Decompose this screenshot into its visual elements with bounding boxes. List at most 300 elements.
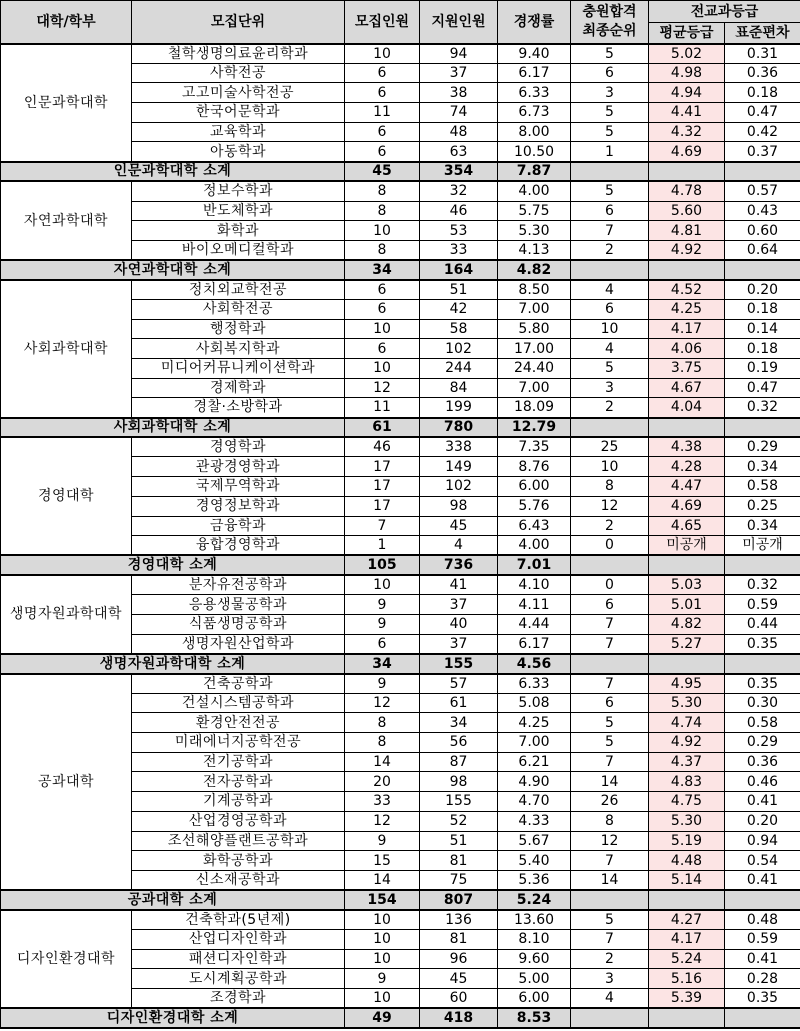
subtotal-ratio: 7.87	[498, 162, 571, 182]
quota-cell: 10	[345, 359, 420, 379]
quota-cell: 10	[345, 929, 420, 949]
grade-avg-cell: 5.16	[649, 969, 725, 989]
table-row	[1, 437, 800, 457]
grade-sd-cell: 0.58	[725, 477, 800, 497]
quota-cell: 12	[345, 811, 420, 831]
subtotal-row	[1, 555, 800, 575]
header-ratio: 경쟁률	[498, 1, 571, 44]
subtotal-empty-cell	[649, 555, 725, 575]
final-rank-cell: 5	[571, 44, 649, 64]
applicants-cell: 34	[420, 713, 498, 733]
subtotal-empty-cell	[571, 654, 649, 674]
ratio-cell: 6.33	[498, 674, 571, 694]
quota-cell: 10	[345, 949, 420, 969]
table-row	[1, 674, 800, 694]
college-name: 경영대학	[1, 437, 132, 555]
grade-avg-cell: 4.81	[649, 221, 725, 241]
subtotal-empty-cell	[571, 890, 649, 910]
subtotal-row	[1, 654, 800, 674]
applicants-cell: 45	[420, 969, 498, 989]
unit-cell: 응용생물공학과	[132, 595, 345, 615]
final-rank-cell: 3	[571, 969, 649, 989]
applicants-cell: 81	[420, 929, 498, 949]
grade-avg-cell: 5.19	[649, 831, 725, 851]
ratio-cell: 7.00	[498, 733, 571, 753]
final-rank-cell: 10	[571, 319, 649, 339]
applicants-cell: 42	[420, 299, 498, 319]
ratio-cell: 17.00	[498, 339, 571, 359]
applicants-cell: 37	[420, 595, 498, 615]
applicants-cell: 98	[420, 496, 498, 516]
final-rank-cell: 14	[571, 870, 649, 890]
ratio-cell: 8.00	[498, 122, 571, 142]
header-grade-group: 전교과등급	[649, 1, 800, 23]
grade-sd-cell: 0.35	[725, 674, 800, 694]
quota-cell: 6	[345, 280, 420, 300]
ratio-cell: 13.60	[498, 910, 571, 930]
subtotal-applicants: 155	[420, 654, 498, 674]
grade-sd-cell: 0.14	[725, 319, 800, 339]
grade-sd-cell: 0.20	[725, 280, 800, 300]
unit-cell: 조경학과	[132, 989, 345, 1009]
unit-cell: 바이오메디컬학과	[132, 240, 345, 260]
ratio-cell: 8.76	[498, 457, 571, 477]
grade-sd-cell: 0.42	[725, 122, 800, 142]
subtotal-ratio: 4.56	[498, 654, 571, 674]
grade-avg-cell: 4.27	[649, 910, 725, 930]
applicants-cell: 338	[420, 437, 498, 457]
quota-cell: 11	[345, 398, 420, 418]
applicants-cell: 84	[420, 378, 498, 398]
header-unit: 모집단위	[132, 1, 345, 44]
final-rank-cell: 6	[571, 63, 649, 83]
quota-cell: 6	[345, 634, 420, 654]
unit-cell: 융합경영학과	[132, 536, 345, 556]
grade-avg-cell: 4.94	[649, 83, 725, 103]
subtotal-ratio: 5.24	[498, 890, 571, 910]
unit-cell: 정보수학과	[132, 181, 345, 201]
applicants-cell: 38	[420, 83, 498, 103]
unit-cell: 국제무역학과	[132, 477, 345, 497]
subtotal-empty-cell	[571, 162, 649, 182]
final-rank-cell: 25	[571, 437, 649, 457]
subtotal-applicants: 418	[420, 1008, 498, 1028]
header-college: 대학/학부	[1, 1, 132, 44]
ratio-cell: 4.13	[498, 240, 571, 260]
applicants-cell: 53	[420, 221, 498, 241]
grade-sd-cell: 0.59	[725, 929, 800, 949]
grade-avg-cell: 4.75	[649, 792, 725, 812]
applicants-cell: 63	[420, 142, 498, 162]
grade-avg-cell: 4.69	[649, 142, 725, 162]
header-row	[1, 1, 800, 23]
grade-sd-cell: 0.57	[725, 181, 800, 201]
final-rank-cell: 3	[571, 378, 649, 398]
subtotal-empty-cell	[725, 555, 800, 575]
final-rank-cell: 7	[571, 752, 649, 772]
grade-sd-cell: 0.34	[725, 457, 800, 477]
subtotal-quota: 34	[345, 260, 420, 280]
grade-sd-cell: 0.46	[725, 772, 800, 792]
grade-avg-cell: 4.98	[649, 63, 725, 83]
quota-cell: 17	[345, 457, 420, 477]
unit-cell: 패션디자인학과	[132, 949, 345, 969]
header-final-rank-line2: 최종순위	[582, 22, 637, 39]
final-rank-cell: 2	[571, 398, 649, 418]
table-row	[1, 910, 800, 930]
grade-avg-cell: 5.27	[649, 634, 725, 654]
ratio-cell: 18.09	[498, 398, 571, 418]
unit-cell: 신소재공학과	[132, 870, 345, 890]
unit-cell: 화학공학과	[132, 851, 345, 871]
header-final-rank	[571, 1, 649, 44]
grade-avg-cell: 4.32	[649, 122, 725, 142]
subtotal-applicants: 736	[420, 555, 498, 575]
header-quota: 모집인원	[345, 1, 420, 44]
final-rank-cell: 5	[571, 910, 649, 930]
unit-cell: 조선해양플랜트공학과	[132, 831, 345, 851]
final-rank-cell: 14	[571, 772, 649, 792]
applicants-cell: 60	[420, 989, 498, 1009]
unit-cell: 경영학과	[132, 437, 345, 457]
grade-sd-cell: 0.19	[725, 359, 800, 379]
grade-avg-cell: 4.17	[649, 319, 725, 339]
grade-sd-cell: 0.29	[725, 733, 800, 753]
unit-cell: 미디어커뮤니케이션학과	[132, 359, 345, 379]
applicants-cell: 52	[420, 811, 498, 831]
quota-cell: 17	[345, 477, 420, 497]
grade-avg-cell: 미공개	[649, 536, 725, 556]
grade-avg-cell: 5.14	[649, 870, 725, 890]
applicants-cell: 56	[420, 733, 498, 753]
subtotal-applicants: 354	[420, 162, 498, 182]
ratio-cell: 24.40	[498, 359, 571, 379]
quota-cell: 9	[345, 831, 420, 851]
subtotal-empty-cell	[571, 418, 649, 438]
subtotal-applicants: 807	[420, 890, 498, 910]
ratio-cell: 7.00	[498, 299, 571, 319]
applicants-cell: 75	[420, 870, 498, 890]
unit-cell: 건설시스템공학과	[132, 693, 345, 713]
quota-cell: 6	[345, 83, 420, 103]
subtotal-empty-cell	[649, 1008, 725, 1028]
grade-sd-cell: 0.59	[725, 595, 800, 615]
unit-cell: 경제학과	[132, 378, 345, 398]
applicants-cell: 46	[420, 201, 498, 221]
final-rank-cell: 7	[571, 674, 649, 694]
grade-avg-cell: 4.25	[649, 299, 725, 319]
applicants-cell: 33	[420, 240, 498, 260]
applicants-cell: 41	[420, 575, 498, 595]
quota-cell: 33	[345, 792, 420, 812]
subtotal-applicants: 164	[420, 260, 498, 280]
ratio-cell: 5.80	[498, 319, 571, 339]
final-rank-cell: 7	[571, 221, 649, 241]
grade-avg-cell: 4.06	[649, 339, 725, 359]
applicants-cell: 244	[420, 359, 498, 379]
quota-cell: 10	[345, 575, 420, 595]
ratio-cell: 4.00	[498, 181, 571, 201]
grade-sd-cell: 0.41	[725, 949, 800, 969]
quota-cell: 1	[345, 536, 420, 556]
unit-cell: 교육학과	[132, 122, 345, 142]
header-final-rank-line1: 충원합격	[582, 3, 637, 20]
quota-cell: 8	[345, 201, 420, 221]
final-rank-cell: 6	[571, 299, 649, 319]
quota-cell: 9	[345, 595, 420, 615]
grade-sd-cell: 0.32	[725, 398, 800, 418]
grade-sd-cell: 0.60	[725, 221, 800, 241]
grade-sd-cell: 0.47	[725, 378, 800, 398]
subtotal-row	[1, 418, 800, 438]
grade-sd-cell: 0.41	[725, 870, 800, 890]
grade-avg-cell: 4.38	[649, 437, 725, 457]
grade-sd-cell: 0.28	[725, 969, 800, 989]
grade-sd-cell: 0.54	[725, 851, 800, 871]
grade-avg-cell: 5.02	[649, 44, 725, 64]
quota-cell: 8	[345, 240, 420, 260]
college-name: 디자인환경대학	[1, 910, 132, 1008]
college-name: 생명자원과학대학	[1, 575, 132, 654]
subtotal-ratio: 7.01	[498, 555, 571, 575]
ratio-cell: 8.10	[498, 929, 571, 949]
college-name: 인문과학대학	[1, 44, 132, 162]
unit-cell: 기계공학과	[132, 792, 345, 812]
subtotal-empty-cell	[649, 654, 725, 674]
unit-cell: 고고미술사학전공	[132, 83, 345, 103]
unit-cell: 관광경영학과	[132, 457, 345, 477]
ratio-cell: 6.33	[498, 83, 571, 103]
unit-cell: 사학전공	[132, 63, 345, 83]
subtotal-row	[1, 890, 800, 910]
ratio-cell: 6.17	[498, 63, 571, 83]
subtotal-ratio: 8.53	[498, 1008, 571, 1028]
grade-avg-cell: 4.52	[649, 280, 725, 300]
grade-avg-cell: 4.67	[649, 378, 725, 398]
grade-avg-cell: 4.37	[649, 752, 725, 772]
final-rank-cell: 5	[571, 359, 649, 379]
applicants-cell: 98	[420, 772, 498, 792]
quota-cell: 10	[345, 44, 420, 64]
grade-sd-cell: 0.43	[725, 201, 800, 221]
subtotal-row	[1, 260, 800, 280]
applicants-cell: 102	[420, 477, 498, 497]
quota-cell: 9	[345, 674, 420, 694]
applicants-cell: 199	[420, 398, 498, 418]
grade-avg-cell: 5.30	[649, 693, 725, 713]
ratio-cell: 5.36	[498, 870, 571, 890]
grade-sd-cell: 0.37	[725, 142, 800, 162]
grade-avg-cell: 4.65	[649, 516, 725, 536]
ratio-cell: 5.30	[498, 221, 571, 241]
grade-sd-cell: 0.36	[725, 752, 800, 772]
applicants-cell: 48	[420, 122, 498, 142]
unit-cell: 환경안전전공	[132, 713, 345, 733]
header-grade-avg: 평균등급	[649, 23, 725, 44]
applicants-cell: 40	[420, 614, 498, 634]
quota-cell: 9	[345, 969, 420, 989]
quota-cell: 6	[345, 63, 420, 83]
applicants-cell: 149	[420, 457, 498, 477]
quota-cell: 14	[345, 752, 420, 772]
subtotal-empty-cell	[571, 1008, 649, 1028]
grade-sd-cell: 0.94	[725, 831, 800, 851]
unit-cell: 경영정보학과	[132, 496, 345, 516]
subtotal-quota: 105	[345, 555, 420, 575]
applicants-cell: 155	[420, 792, 498, 812]
grade-sd-cell: 0.64	[725, 240, 800, 260]
grade-avg-cell: 4.17	[649, 929, 725, 949]
grade-avg-cell: 4.69	[649, 496, 725, 516]
unit-cell: 산업경영공학과	[132, 811, 345, 831]
subtotal-quota: 61	[345, 418, 420, 438]
subtotal-quota: 154	[345, 890, 420, 910]
applicants-cell: 37	[420, 63, 498, 83]
subtotal-empty-cell	[725, 418, 800, 438]
quota-cell: 6	[345, 142, 420, 162]
ratio-cell: 4.70	[498, 792, 571, 812]
table-row	[1, 575, 800, 595]
unit-cell: 산업디자인학과	[132, 929, 345, 949]
applicants-cell: 136	[420, 910, 498, 930]
final-rank-cell: 4	[571, 280, 649, 300]
quota-cell: 17	[345, 496, 420, 516]
grade-sd-cell: 0.47	[725, 103, 800, 123]
applicants-cell: 37	[420, 634, 498, 654]
quota-cell: 10	[345, 221, 420, 241]
unit-cell: 미래에너지공학전공	[132, 733, 345, 753]
ratio-cell: 4.11	[498, 595, 571, 615]
ratio-cell: 6.73	[498, 103, 571, 123]
table-header	[1, 1, 800, 44]
grade-avg-cell: 4.04	[649, 398, 725, 418]
final-rank-cell: 6	[571, 201, 649, 221]
ratio-cell: 10.50	[498, 142, 571, 162]
quota-cell: 10	[345, 319, 420, 339]
ratio-cell: 5.00	[498, 969, 571, 989]
subtotal-empty-cell	[571, 555, 649, 575]
college-name: 사회과학대학	[1, 280, 132, 418]
ratio-cell: 6.43	[498, 516, 571, 536]
ratio-cell: 9.60	[498, 949, 571, 969]
quota-cell: 15	[345, 851, 420, 871]
final-rank-cell: 5	[571, 103, 649, 123]
subtotal-empty-cell	[725, 1008, 800, 1028]
grade-sd-cell: 0.35	[725, 634, 800, 654]
grade-avg-cell: 4.92	[649, 733, 725, 753]
grade-avg-cell: 3.75	[649, 359, 725, 379]
subtotal-empty-cell	[725, 162, 800, 182]
grade-avg-cell: 4.92	[649, 240, 725, 260]
quota-cell: 6	[345, 339, 420, 359]
college-name: 공과대학	[1, 674, 132, 891]
quota-cell: 46	[345, 437, 420, 457]
grade-avg-cell: 5.39	[649, 989, 725, 1009]
grade-sd-cell: 0.20	[725, 811, 800, 831]
quota-cell: 7	[345, 516, 420, 536]
unit-cell: 도시계획공학과	[132, 969, 345, 989]
applicants-cell: 51	[420, 280, 498, 300]
unit-cell: 전기공학과	[132, 752, 345, 772]
grade-avg-cell: 5.30	[649, 811, 725, 831]
grade-avg-cell: 5.03	[649, 575, 725, 595]
grade-sd-cell: 0.36	[725, 63, 800, 83]
unit-cell: 건축학과(5년제)	[132, 910, 345, 930]
table-body	[1, 44, 800, 1028]
ratio-cell: 5.75	[498, 201, 571, 221]
final-rank-cell: 4	[571, 339, 649, 359]
ratio-cell: 5.40	[498, 851, 571, 871]
ratio-cell: 5.76	[498, 496, 571, 516]
unit-cell: 철학생명의료윤리학과	[132, 44, 345, 64]
ratio-cell: 4.00	[498, 536, 571, 556]
subtotal-label: 공과대학 소계	[1, 890, 345, 910]
applicants-cell: 58	[420, 319, 498, 339]
unit-cell: 사회복지학과	[132, 339, 345, 359]
grade-avg-cell: 4.74	[649, 713, 725, 733]
unit-cell: 화학과	[132, 221, 345, 241]
grade-sd-cell: 0.18	[725, 299, 800, 319]
applicants-cell: 61	[420, 693, 498, 713]
grade-sd-cell: 0.31	[725, 44, 800, 64]
grade-sd-cell: 0.18	[725, 339, 800, 359]
quota-cell: 11	[345, 103, 420, 123]
grade-sd-cell: 0.18	[725, 83, 800, 103]
grade-sd-cell: 0.35	[725, 989, 800, 1009]
final-rank-cell: 7	[571, 634, 649, 654]
ratio-cell: 4.25	[498, 713, 571, 733]
quota-cell: 6	[345, 299, 420, 319]
final-rank-cell: 12	[571, 496, 649, 516]
grade-avg-cell: 4.28	[649, 457, 725, 477]
quota-cell: 8	[345, 733, 420, 753]
grade-sd-cell: 0.25	[725, 496, 800, 516]
final-rank-cell: 8	[571, 477, 649, 497]
grade-sd-cell: 0.30	[725, 693, 800, 713]
ratio-cell: 4.90	[498, 772, 571, 792]
grade-sd-cell: 0.58	[725, 713, 800, 733]
header-applicants: 지원인원	[420, 1, 498, 44]
ratio-cell: 7.00	[498, 378, 571, 398]
header-grade-sd: 표준편차	[725, 23, 800, 44]
grade-avg-cell: 4.48	[649, 851, 725, 871]
final-rank-cell: 5	[571, 181, 649, 201]
quota-cell: 12	[345, 378, 420, 398]
grade-sd-cell: 0.41	[725, 792, 800, 812]
final-rank-cell: 1	[571, 142, 649, 162]
ratio-cell: 6.21	[498, 752, 571, 772]
final-rank-cell: 5	[571, 733, 649, 753]
ratio-cell: 7.35	[498, 437, 571, 457]
quota-cell: 12	[345, 693, 420, 713]
unit-cell: 경찰·소방학과	[132, 398, 345, 418]
ratio-cell: 9.40	[498, 44, 571, 64]
final-rank-cell: 2	[571, 516, 649, 536]
table-row	[1, 181, 800, 201]
grade-sd-cell: 미공개	[725, 536, 800, 556]
final-rank-cell: 10	[571, 457, 649, 477]
applicants-cell: 87	[420, 752, 498, 772]
grade-avg-cell: 4.95	[649, 674, 725, 694]
subtotal-empty-cell	[649, 162, 725, 182]
final-rank-cell: 26	[571, 792, 649, 812]
grade-avg-cell: 4.83	[649, 772, 725, 792]
final-rank-cell: 3	[571, 83, 649, 103]
final-rank-cell: 6	[571, 693, 649, 713]
ratio-cell: 5.67	[498, 831, 571, 851]
final-rank-cell: 12	[571, 831, 649, 851]
unit-cell: 식품생명공학과	[132, 614, 345, 634]
